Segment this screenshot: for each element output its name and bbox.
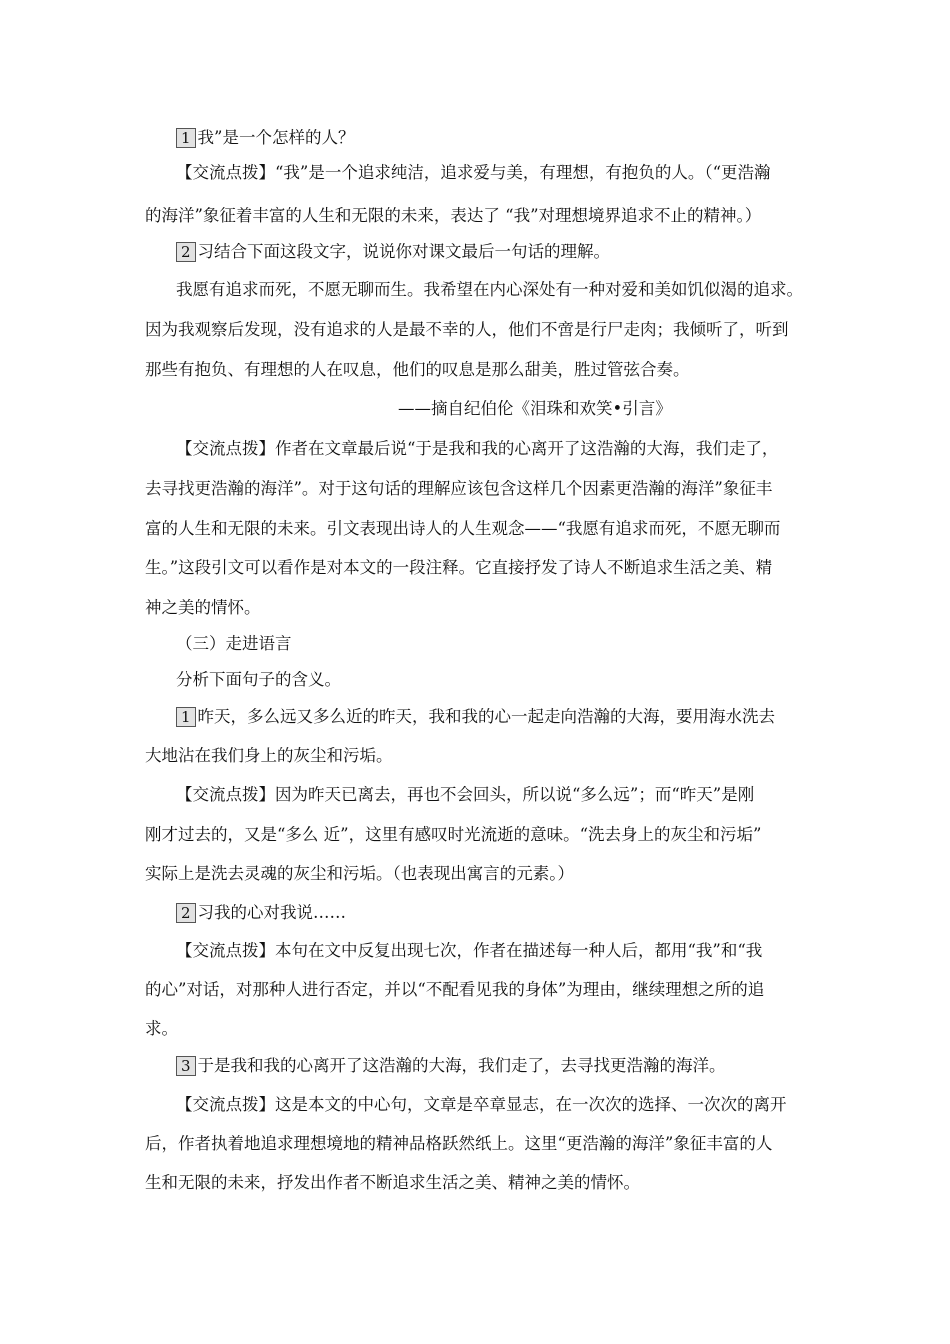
question-number: 2 [176, 903, 196, 923]
answer-line: 生和无限的未来，抒发出作者不断追求生活之美、精神之美的情怀。 [145, 1173, 640, 1192]
question-number: 2 [176, 242, 196, 262]
answer-line: 实际上是洗去灵魂的灰尘和污垢。（也表现出寓言的元素。） [145, 864, 574, 883]
question-number: 1 [176, 128, 196, 148]
quote-line: 那些有抱负、有理想的人在叹息，他们的叹息是那么甜美，胜过管弦合奏。 [145, 360, 690, 379]
answer-line: 【交流点拨】“我”是一个追求纯洁，追求爱与美，有理想，有抱负的人。（“更浩瀚 [176, 163, 771, 182]
question-number: 1 [176, 707, 196, 727]
question-1: 1 我”是一个怎样的人？ [176, 127, 841, 149]
quote-line: 因为我观察后发现，没有追求的人是最不幸的人，他们不啻是行尸走肉；我倾听了，听到 [145, 320, 789, 339]
question-2: 2 习结合下面这段文字，说说你对课文最后一句话的理解。 [176, 241, 841, 263]
answer-line: 富的人生和无限的未来。引文表现出诗人的人生观念——“我愿有追求而死，不愿无聊而 [145, 519, 781, 538]
answer-line: 的海洋”象征着丰富的人生和无限的未来，表达了 “我”对理想境界追求不止的精神。） [145, 206, 762, 225]
answer-line: 生。”这段引文可以看作是对本文的一段注释。它直接抒发了诗人不断追求生活之美、精 [145, 558, 773, 577]
answer-line: 【交流点拨】这是本文的中心句，文章是卒章显志，在一次次的选择、一次次的离开 [176, 1095, 787, 1114]
answer-line: 求。 [145, 1019, 178, 1038]
sentence-line: 大地沾在我们身上的灰尘和污垢。 [145, 746, 393, 765]
answer-line: 神之美的情怀。 [145, 598, 261, 617]
section-heading: （三）走进语言 [176, 634, 292, 653]
sentence-1: 1 昨天，多么远又多么近的昨天，我和我的心一起走向浩瀚的大海，要用海水洗去 [176, 706, 841, 728]
question-number: 3 [176, 1056, 196, 1076]
answer-line: 【交流点拨】作者在文章最后说“于是我和我的心离开了这浩瀚的大海，我们走了， [176, 439, 779, 458]
answer-line: 后，作者执着地追求理想境地的精神品格跃然纸上。这里“更浩瀚的海洋”象征丰富的人 [145, 1134, 773, 1153]
answer-line: 刚才过去的，又是“多么 近”，这里有感叹时光流逝的意味。“洗去身上的灰尘和污垢” [145, 825, 762, 844]
answer-line: 【交流点拨】因为昨天已离去，再也不会回头，所以说“多么远”；而“昨天”是刚 [176, 785, 755, 804]
answer-line: 的心”对话，对那种人进行否定，并以“不配看见我的身体”为理由，继续理想之所的追 [145, 980, 765, 999]
sentence-2: 2 习我的心对我说…… [176, 902, 841, 924]
sentence-3: 3 于是我和我的心离开了这浩瀚的大海，我们走了，去寻找更浩瀚的海洋。 [176, 1055, 841, 1077]
answer-line: 去寻找更浩瀚的海洋”。对于这句话的理解应该包含这样几个因素更浩瀚的海洋”象征丰 [145, 479, 773, 498]
instruction: 分析下面句子的含义。 [176, 670, 341, 689]
quote-line: 我愿有追求而死，不愿无聊而生。我希望在内心深处有一种对爱和美如饥似渴的追求。 [176, 280, 803, 299]
quote-source: ——摘自纪伯伦《泪珠和欢笑•引言》 [398, 399, 672, 418]
answer-line: 【交流点拨】本句在文中反复出现七次，作者在描述每一种人后，都用“我”和“我 [176, 941, 763, 960]
